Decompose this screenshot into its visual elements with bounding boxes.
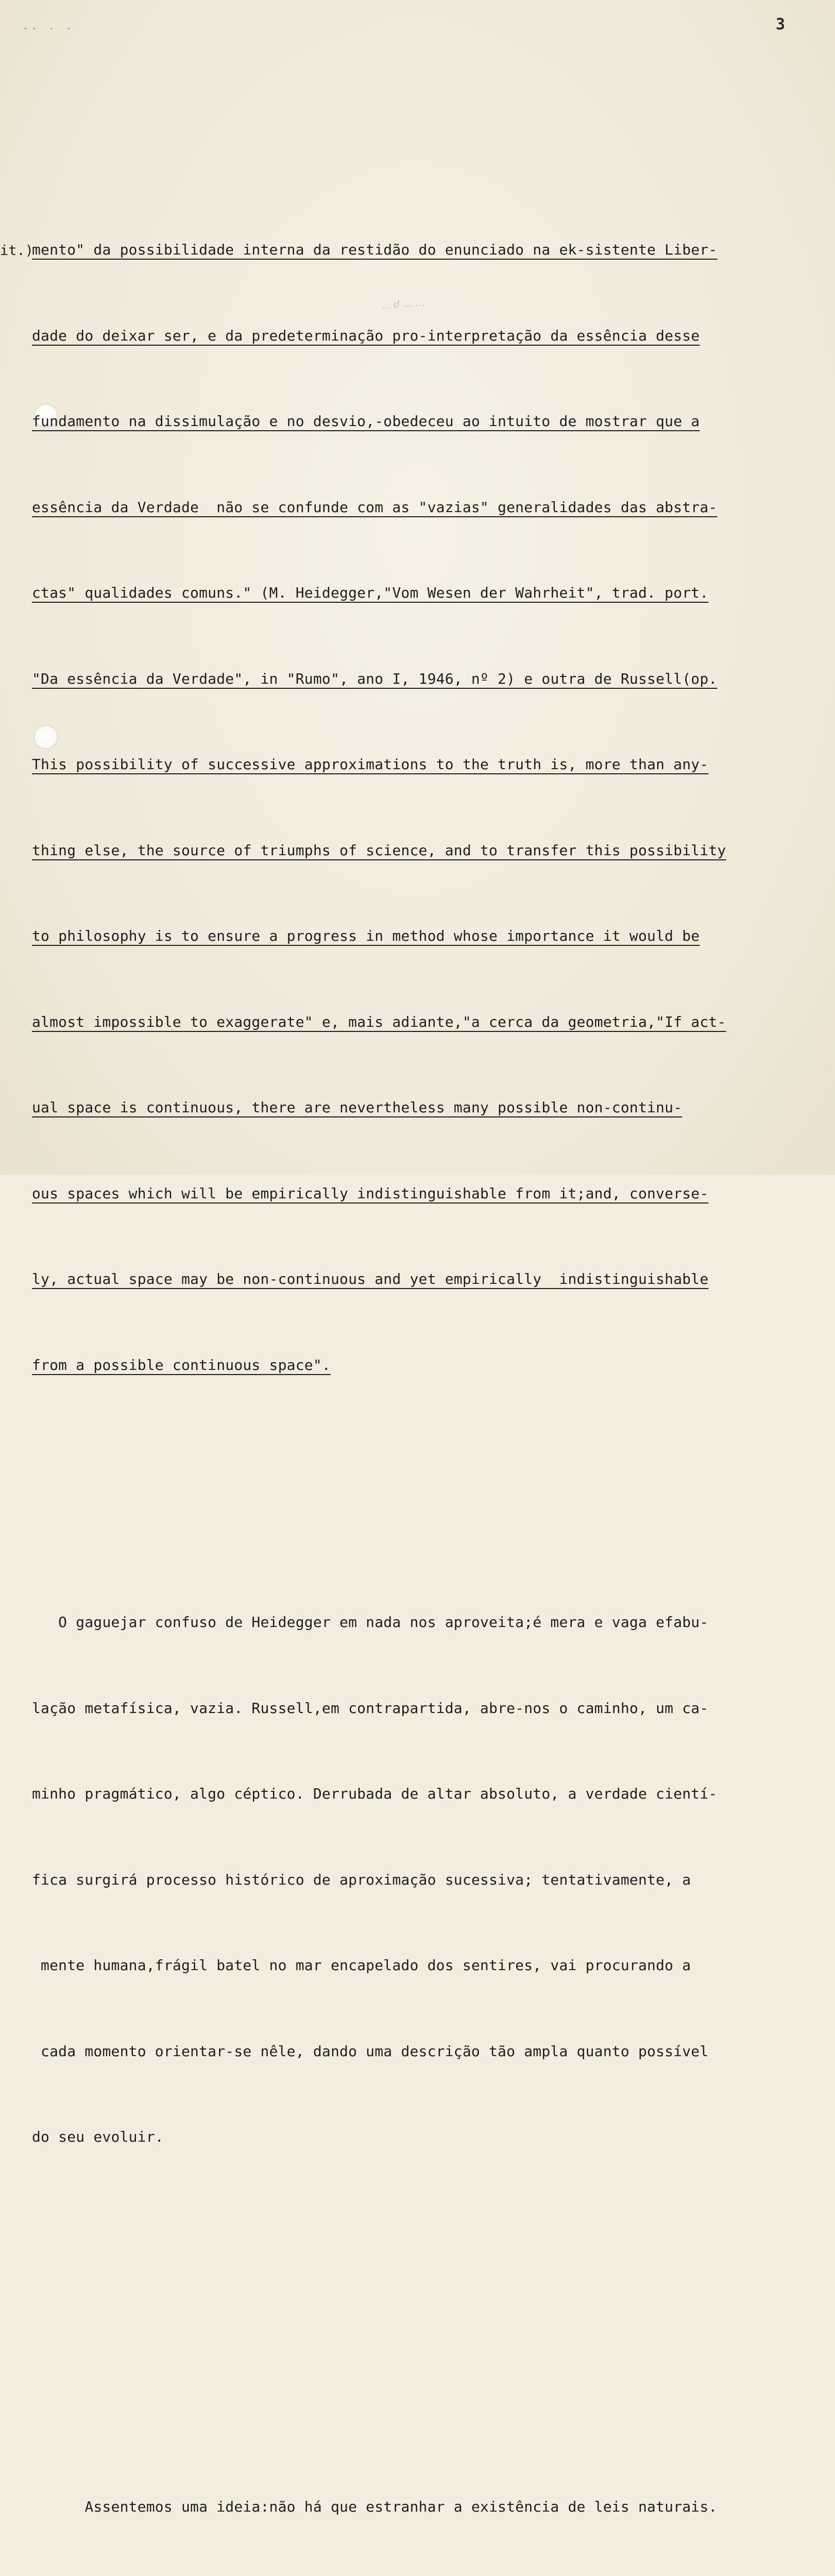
document-body [32,64,825,2576]
text-line: cada momento orientar-se nêle, dando uma descrição tão ampla quanto possível [32,2042,709,2060]
text-line: fundamento na dissimulação e no desvio,-obedeceu ao intuito de mostrar que a [32,413,700,430]
paragraph-heidegger-russell [32,1551,825,2209]
text-line: to philosophy is to ensure a progress in method whose importance it would be [32,927,700,944]
text-line: mento" da possibilidade interna da restidão do enunciado na ek-sistente Liber- [32,241,718,258]
margin-note: it.) [0,243,34,259]
text-line: O gaguejar confuso de Heidegger em nada nos aproveita;é mera e vaga efabu- [32,1614,709,1631]
text-line: ctas" qualidades comuns." (M. Heidegger,"Vom Wesen der Wahrheit", trad. port. [32,584,709,601]
paragraph-gap [32,2294,825,2321]
text-line: "Da essência da Verdade", in "Rumo", ano I, 1946, nº 2) e outra de Russell(op. [32,670,718,687]
paragraph-natural-laws [32,2435,825,2576]
text-line: dade do deixar ser, e da predeterminação pro-interpretação da essência desse [32,327,700,344]
text-line: almost impossible to exaggerate" e, mais adiante,"a cerca da geometria,"If act- [32,1013,726,1030]
text-line: Assentemos uma ideia:não há que estranhar a existência de leis naturais. [32,2498,718,2515]
text-line: do seu evoluir. [32,2128,164,2145]
text-line: essência da Verdade não se confunde com as "vazias" generalidades das abstra- [32,498,718,516]
text-line: ous spaces which will be empirically indistinguishable from it;and, converse- [32,1184,709,1202]
text-line: mente humana,frágil batel no mar encapelado dos sentires, vai procurando a [32,1957,691,1974]
text-line: fica surgirá processo histórico de aproximação sucessiva; tentativamente, a [32,1871,691,1888]
corner-marks: ·· · · [23,24,75,35]
text-line: minho pragmático, algo céptico. Derrubada de altar absoluto, a verdade cientí- [32,1785,718,1802]
text-line: This possibility of successive approximations to the truth is, more than any- [32,756,709,773]
page-number: 3 [776,15,786,33]
text-line: lação metafísica, vazia. Russell,em contrapartida, abre-nos o caminho, um ca- [32,1699,709,1717]
text-line: ual space is continuous, there are nevertheless many possible non-continu- [32,1099,683,1116]
text-line: thing else, the source of triumphs of science, and to transfer this possibility [32,841,726,859]
paragraph-quotations [32,178,825,1436]
text-line: ly, actual space may be non-continuous and yet empirically indistinguishable [32,1270,709,1287]
text-line: from a possible continuous space". [32,1356,331,1374]
pencil-annotation: ... d ... ... [381,297,425,311]
